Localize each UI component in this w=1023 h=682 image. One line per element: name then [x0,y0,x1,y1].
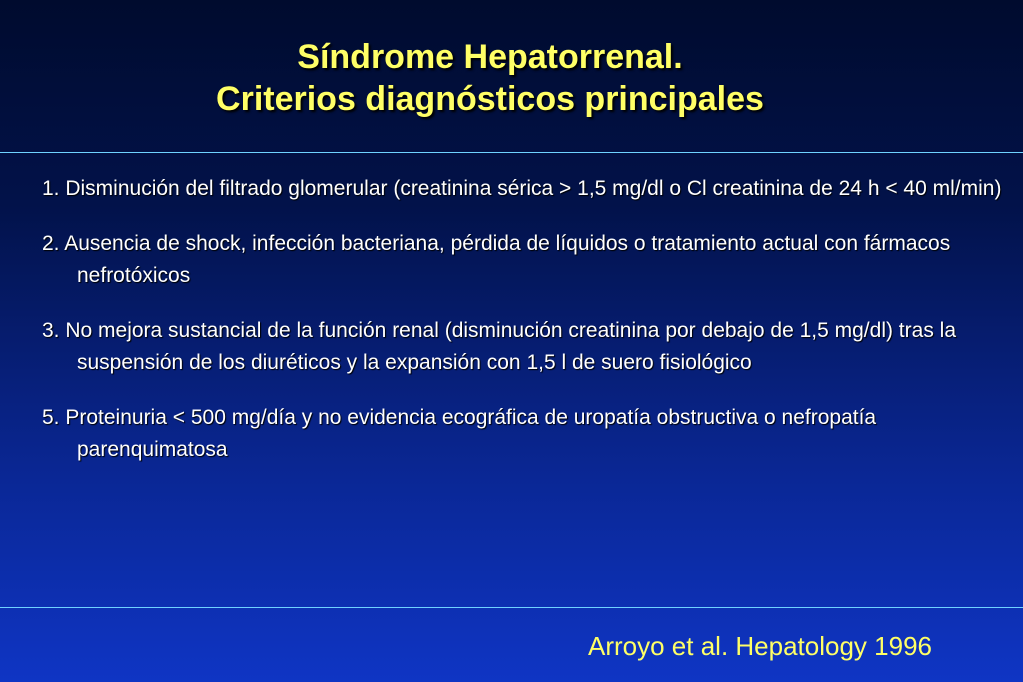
criteria-list [42,173,1002,489]
top-divider [0,152,1023,153]
criterion-item-2: 2. Ausencia de shock, infección bacteriana, pérdida de líquidos o tratamiento actual con fármacos nefrotóxicos [42,231,951,287]
criterion-item-5: 5. Proteinuria < 500 mg/día y no evidencia ecográfica de uropatía obstructiva o nefropatía parenquimatosa [42,405,877,461]
slide-title-line-1: Síndrome Hepatorrenal. [297,38,683,76]
bottom-divider [0,607,1023,608]
criterion-item-3: 3. No mejora sustancial de la función renal (disminución creatinina por debajo de 1,5 mg/dl) tras la suspensión de los diuréticos y la expansión con 1,5 l de suero fisiológico [42,318,956,374]
criterion-item-1: 1. Disminución del filtrado glomerular (creatinina sérica > 1,5 mg/dl o Cl creatinina de 24 h < 40 ml/min) [42,177,1002,200]
slide-title [0,36,980,120]
slide-title-line-2: Criterios diagnósticos principales [216,80,764,118]
citation: Arroyo et al. Hepatology 1996 [588,631,932,661]
